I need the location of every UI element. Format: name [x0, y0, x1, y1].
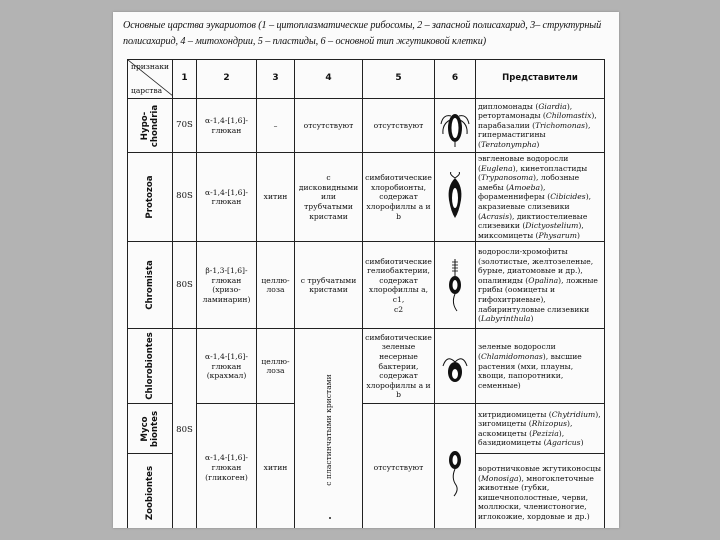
flagellum-protozoa	[435, 153, 476, 242]
table-row-chromista	[128, 242, 605, 329]
reserve-chromista: β-1,3-[1,6]- глюкан (хризо- ламинарин)	[197, 242, 257, 329]
reserve-chlorobiontes: α-1,4-[1,6]- глюкан (крахмал)	[197, 329, 257, 404]
diplomonad-cell-icon	[437, 104, 473, 148]
representatives-zoobiontes: воротничковые жгутиконосцы (Monosiga), многоклеточные животные (губки, кишечнополостные, черви, моллюски, членистоногие, иглокожие, хордовые и др.)	[476, 454, 605, 528]
opisthokont-cell-icon	[437, 438, 473, 498]
kingdom-hypochondria: Hypo- chondria	[128, 99, 173, 153]
ribosomes-hypochondria: 70S	[173, 99, 197, 153]
kingdoms-table	[127, 59, 605, 528]
col-header-representatives: Представители	[476, 60, 605, 99]
euglena-cell-icon	[437, 172, 473, 222]
kingdom-mycobiontes: Myco biontes	[128, 404, 173, 454]
representatives-protozoa: эвгленовые водоросли (Euglena), кинетопластиды (Trypanosoma), лобозные амебы (Amoeba), фораменниферы (Cibicides), акразиевые слизевики (Acrasis), диктиостелиевые слизевики (Dictyostelium), миксомицеты (Physarum)	[476, 153, 605, 242]
reserve-protozoa: α-1,4-[1,6]- глюкан	[197, 153, 257, 242]
representatives-hypochondria: дипломонады (Giardia), ретортамонады (Chilomastix), парабазалии (Trichomonas), гипермастигины (Teratonympha)	[476, 99, 605, 153]
reserve-hypochondria: α-1,4-[1,6]- глюкан	[197, 99, 257, 153]
structural-myco-zoo: хитин	[257, 404, 295, 528]
structural-chlorobiontes: целлю- лоза	[257, 329, 295, 404]
scan-speck	[329, 517, 331, 519]
representatives-chromista: водоросли-хромофиты (золотистые, желтозеленые, бурые, диатомовые и др.), опалиниды (Opalina), ложные грибы (оомицеты и гифохитриевые), лабиринтуловые слизевики (Labyrinthula)	[476, 242, 605, 329]
flagellum-myco-zoo	[435, 404, 476, 528]
flagellum-chlorobiontes	[435, 329, 476, 404]
corner-label-kingdoms: царства	[131, 86, 163, 96]
table-row-hypochondria	[128, 99, 605, 153]
mitochondria-hypochondria: отсутствуют	[295, 99, 363, 153]
table-header-row	[128, 60, 605, 99]
col-header-3: 3	[257, 60, 295, 99]
col-header-2: 2	[197, 60, 257, 99]
corner-label-features: признаки	[130, 62, 169, 71]
kingdom-chlorobiontes: Chlorobiontes	[128, 329, 173, 404]
ribosomes-protozoa: 80S	[173, 153, 197, 242]
plastids-chromista: симбиотические гелиобактерии, содержат хлорофиллы a, c1, c2	[363, 242, 435, 329]
ribosomes-chlorobiontes-myco-zoo: 80S	[173, 329, 197, 528]
table-caption: Основные царства эукариотов (1 – цитоплазматические рибосомы, 2 – запасной полисахарид, 3– структурный полисахарид, 4 – митохондрии, 5 – пластиды, 6 – основной тип жгутиковой клетки)	[123, 20, 602, 47]
col-header-5: 5	[363, 60, 435, 99]
flagellum-chromista	[435, 242, 476, 329]
plastids-myco-zoo: отсутствуют	[363, 404, 435, 528]
ribosomes-chromista: 80S	[173, 242, 197, 329]
flagellum-hypochondria	[435, 99, 476, 153]
plastids-hypochondria: отсутствуют	[363, 99, 435, 153]
structural-hypochondria: –	[257, 99, 295, 153]
chlamydomonas-cell-icon	[437, 344, 473, 388]
heterokont-cell-icon	[437, 257, 473, 313]
mitochondria-chromista: с трубчатыми кристами	[295, 242, 363, 329]
table-row-mycobiontes	[128, 404, 605, 454]
reserve-myco-zoo: α-1,4-[1,6]- глюкан (гликоген)	[197, 404, 257, 528]
table-row-chlorobiontes	[128, 329, 605, 404]
kingdom-chromista: Chromista	[128, 242, 173, 329]
representatives-chlorobiontes: зеленые водоросли (Chlamidomonas), высшие растения (мхи, плауны, хвощи, папоротники, семенные)	[476, 329, 605, 404]
kingdom-zoobiontes: Zoobiontes	[128, 454, 173, 528]
kingdom-protozoa: Protozoa	[128, 153, 173, 242]
mitochondria-lamellar: с пластинчатыми кристами	[295, 329, 363, 528]
plastids-chlorobiontes: симбиотические зеленые несерные бактерии, содержат хлорофиллы a и b	[363, 329, 435, 404]
table-row-protozoa	[128, 153, 605, 242]
col-header-1: 1	[173, 60, 197, 99]
mitochondria-protozoa: с дисковидными или трубчатыми кристами	[295, 153, 363, 242]
scanned-page	[113, 12, 619, 528]
col-header-4: 4	[295, 60, 363, 99]
col-header-6: 6	[435, 60, 476, 99]
header-corner	[128, 60, 173, 99]
representatives-mycobiontes: хитридиомицеты (Chytridium), зигомицеты (Rhizopus), аскомицеты (Pezizia), базидиомицеты (Agaricus)	[476, 404, 605, 454]
plastids-protozoa: симбиотические хлоробионты, содержат хлорофиллы a и b	[363, 153, 435, 242]
structural-protozoa: хитин	[257, 153, 295, 242]
structural-chromista: целлю- лоза	[257, 242, 295, 329]
